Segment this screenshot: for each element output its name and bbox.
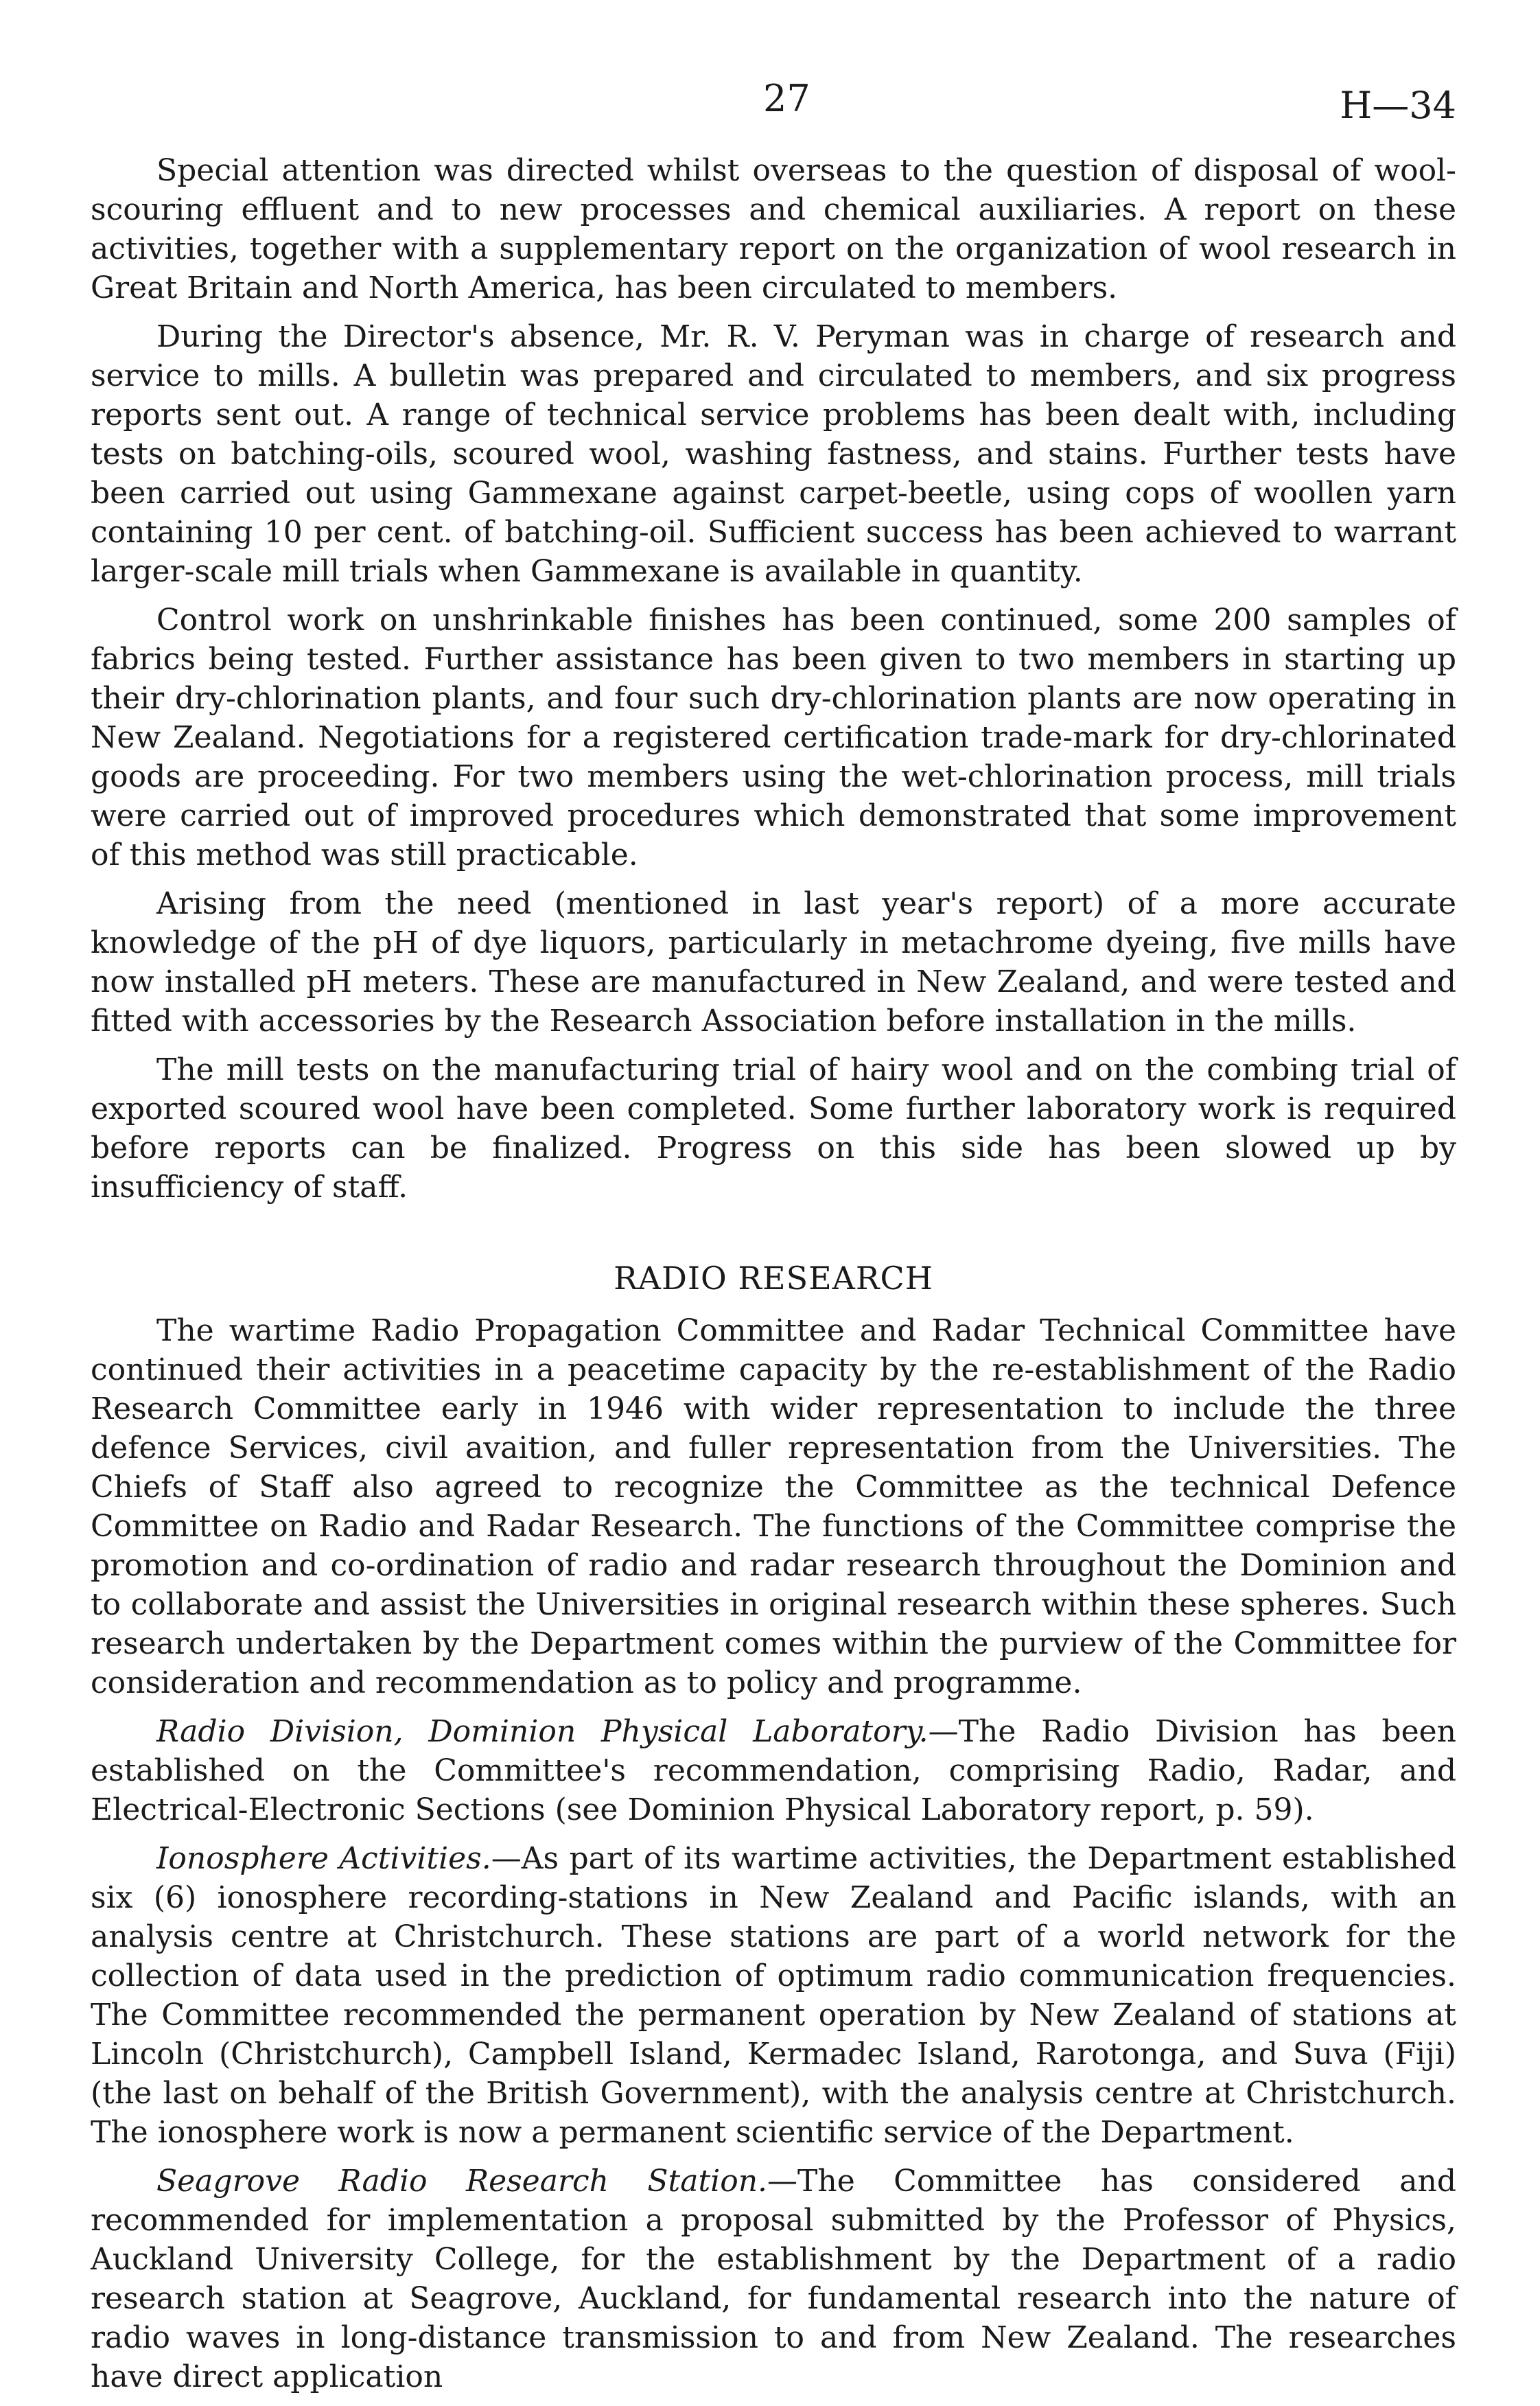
paragraph-unshrinkable-finishes: Control work on unshrinkable finishes has been continued, some 200 samples of fabrics being tested. Further assistance has been given to two members in starting up their dry-chlorination plants, and four such dry-chlorination plants are now operating in New Zealand. Negotiations for a registered certification trade-mark for dry-chlorinated goods are proceeding. For two members using the wet-chlorination process, mill trials were carried out of improved procedures which demonstrated that some improvement of this method was still practicable. bbox=[91, 603, 1456, 872]
paragraph-director-absence: During the Director's absence, Mr. R. V. Peryman was in charge of research and service to mills. A bulletin was prepared and circulated to members, and six progress reports sent out. A range of technical service problems has been dealt with, including tests on batching-oils, scoured wool, washing fastness, and stains. Further tests have been carried out using Gammexane against carpet-beetle, using cops of woollen yarn containing 10 per cent. of batching-oil. Sufficient success has been achieved to warrant larger-scale mill trials when Gammexane is available in quantity. bbox=[91, 319, 1456, 589]
text-seagrove: —The Committee has considered and recommended for implementation a proposal submitted by the Professor of Physics, Auckland University College, for the establishment by the Department of a radio research station at Seagrove, Auckland, for fundamental research into the nature of radio waves in long-distance transmission to and from New Zealand. The researches have direct application bbox=[91, 2164, 1457, 2394]
paragraph-ionosphere bbox=[91, 1839, 1456, 2152]
document-page bbox=[91, 69, 1456, 2406]
paragraph-seagrove bbox=[91, 2162, 1456, 2396]
report-code: H—34 bbox=[1340, 84, 1456, 127]
page-header bbox=[91, 69, 1456, 151]
subheading-seagrove: Seagrove Radio Research Station. bbox=[156, 2164, 768, 2199]
paragraph-wool-effluent: Special attention was directed whilst overseas to the question of disposal of wool-scouring effluent and to new processes and chemical auxiliaries. A report on these activities, together with a supplementary report on the organization of wool research in Great Britain and North America, has been circulated to members. bbox=[91, 153, 1456, 305]
wool-research-section bbox=[91, 151, 1456, 1207]
subheading-ionosphere: Ionosphere Activities. bbox=[156, 1841, 491, 1876]
text-ionosphere: —As part of its wartime activities, the Department established six (6) ionosphere recording-stations in New Zealand and Pacific islands, with an analysis centre at Christchurch. These stations are part of a world network for the collection of data used in the prediction of optimum radio communication frequencies. The Committee recommended the permanent operation by New Zealand of stations at Lincoln (Christchurch), Campbell Island, Kermadec Island, Rarotonga, and Suva (Fiji) (the last on behalf of the British Government), with the analysis centre at Christchurch. The ionosphere work is now a permanent scientific service of the Department. bbox=[91, 1841, 1456, 2150]
page-number: 27 bbox=[763, 77, 810, 120]
paragraph-mill-tests: The mill tests on the manufacturing trial of hairy wool and on the combing trial of exported scoured wool have been completed. Some further laboratory work is required before reports can be finalized. Progress on this side has been slowed up by insufficiency of staff. bbox=[91, 1052, 1456, 1205]
section-heading: RADIO RESEARCH bbox=[614, 1260, 933, 1297]
text-radio-division: —The Radio Division has been established on the Committee's recommendation, comprising Radio, Radar, and Electrical-Electronic Sections (see Dominion Physical Laboratory report, p. 59). bbox=[91, 1714, 1456, 1827]
paragraph-radio-intro: The wartime Radio Propagation Committee and Radar Technical Committee have continued their activities in a peacetime capacity by the re-establishment of the Radio Research Committee early in 1946 with wider representation to include the three defence Services, civil avaition, and fuller representation from the Universities. The Chiefs of Staff also agreed to recognize the Committee as the technical Defence Committee on Radio and Radar Research. The functions of the Committee comprise the promotion and co-ordination of radio and radar research throughout the Dominion and to collaborate and assist the Universities in original research within these spheres. Such research undertaken by the Department comes within the purview of the Committee for consideration and recommendation as to policy and programme. bbox=[91, 1313, 1456, 1700]
subheading-radio-division: Radio Division, Dominion Physical Laboratory. bbox=[156, 1714, 929, 1749]
paragraph-ph-meters: Arising from the need (mentioned in last year's report) of a more accurate knowledge of the pH of dye liquors, particularly in metachrome dyeing, five mills have now installed pH meters. These are manufactured in New Zealand, and were tested and fitted with accessories by the Research Association before installation in the mills. bbox=[91, 886, 1456, 1039]
paragraph-radio-division bbox=[91, 1712, 1456, 1829]
radio-research-section bbox=[91, 1258, 1456, 2396]
